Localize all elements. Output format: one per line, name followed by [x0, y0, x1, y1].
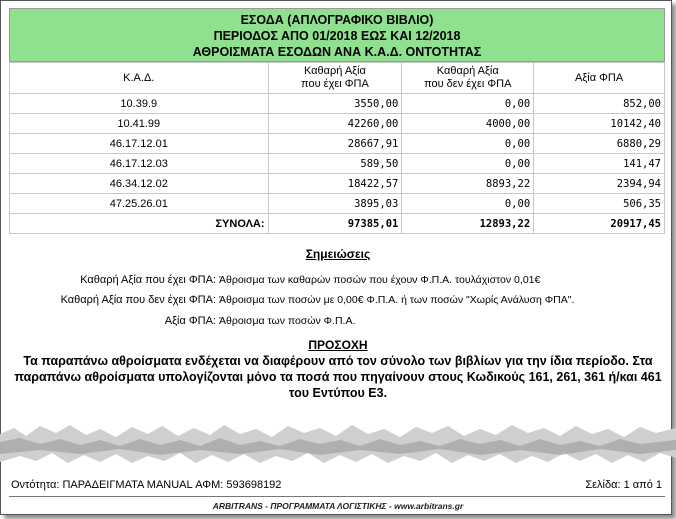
table-row — [10, 94, 665, 114]
net-vat-cell: 3895,03 — [268, 194, 402, 214]
net-novat-cell: 0,00 — [402, 94, 534, 114]
note-net-novat — [0, 294, 676, 308]
col-header-net-novat: Καθαρή Αξία που δεν έχει ΦΠΑ — [402, 63, 534, 94]
notes-title: Σημειώσεις — [305, 247, 371, 261]
table-row — [10, 134, 665, 154]
total-net-novat: 12893,22 — [402, 214, 534, 234]
col-header-net-vat: Καθαρή Αξία που έχει ΦΠΑ — [268, 63, 402, 94]
kad-cell: 46.17.12.03 — [10, 154, 269, 174]
net-vat-cell: 28667,91 — [268, 134, 402, 154]
warning-text: Τα παραπάνω αθροίσματα ενδέχεται να διαφέρουν από τον σύνολο των βιβλίων για την ίδια περίοδο. Στα παραπάνω αθροίσματα υπολογίζονται μόνο τα ποσά που πηγαίνουν στους Κωδικούς 161, 261, 361 ή/και 461 του Εντύπου Ε3. — [14, 354, 662, 400]
warning-title: ΠΡΟΣΟΧΗ — [308, 338, 368, 352]
vat-cell: 141,47 — [534, 154, 665, 174]
note-net-vat — [0, 274, 676, 288]
net-novat-cell: 0,00 — [402, 134, 534, 154]
footer-page-number: Σελίδα: 1 από 1 — [585, 479, 662, 491]
net-vat-cell: 3550,00 — [268, 94, 402, 114]
total-net-vat: 97385,01 — [268, 214, 402, 234]
net-vat-cell: 18422,57 — [268, 174, 402, 194]
net-vat-cell: 42260,00 — [268, 114, 402, 134]
footer-divider — [9, 496, 665, 497]
note-text: Άθροισμα των ποσών Φ.Π.Α. — [219, 315, 356, 327]
kad-totals-table — [9, 62, 665, 234]
footer-brand: ARBITRANS - ΠΡΟΓΡΑΜΜΑΤΑ ΛΟΓΙΣΤΙΚΗΣ - www.arbitrans.gr — [212, 501, 464, 511]
totals-label: ΣΥΝΟΛΑ: — [10, 214, 269, 234]
table-row — [10, 194, 665, 214]
table-row — [10, 174, 665, 194]
vat-cell: 852,00 — [534, 94, 665, 114]
torn-page-divider — [0, 420, 676, 468]
kad-cell: 46.34.12.02 — [10, 174, 269, 194]
total-vat: 20917,45 — [534, 214, 665, 234]
col-header-kad: Κ.Α.Δ. — [10, 63, 269, 94]
kad-cell: 10.41.99 — [10, 114, 269, 134]
kad-cell: 10.39.9 — [10, 94, 269, 114]
table-row — [10, 154, 665, 174]
vat-cell: 6880,29 — [534, 134, 665, 154]
report-title: ΕΣΟΔΑ (ΑΠΛΟΓΡΑΦΙΚΟ ΒΙΒΛΙΟ) — [240, 13, 434, 27]
vat-cell: 506,35 — [534, 194, 665, 214]
note-text: Άθροισμα των καθαρών ποσών που έχουν Φ.Π.Α. τουλάχιστον 0,01€ — [219, 274, 541, 286]
vat-cell: 10142,40 — [534, 114, 665, 134]
report-header — [9, 8, 665, 62]
note-label: Αξία ΦΠΑ: — [164, 315, 216, 327]
totals-row — [10, 214, 665, 234]
net-novat-cell: 4000,00 — [402, 114, 534, 134]
note-vat — [0, 315, 676, 329]
report-period: ΠΕΡΙΟΔΟΣ ΑΠΟ 01/2018 ΕΩΣ ΚΑΙ 12/2018 — [213, 29, 461, 43]
net-novat-cell: 8893,22 — [402, 174, 534, 194]
note-text: Άθροισμα των ποσών με 0,00€ Φ.Π.Α. ή των ποσών "Χωρίς Ανάλυση ΦΠΑ". — [219, 294, 575, 306]
table-row — [10, 114, 665, 134]
net-novat-cell: 0,00 — [402, 194, 534, 214]
col-header-vat: Αξία ΦΠΑ — [534, 63, 665, 94]
kad-cell: 47.25.26.01 — [10, 194, 269, 214]
note-label: Καθαρή Αξία που έχει ΦΠΑ: — [80, 274, 216, 286]
net-novat-cell: 0,00 — [402, 154, 534, 174]
net-vat-cell: 589,50 — [268, 154, 402, 174]
report-subtitle: ΑΘΡΟΙΣΜΑΤΑ ΕΣΟΔΩΝ ΑΝΑ Κ.Α.Δ. ΟΝΤΟΤΗΤΑΣ — [192, 45, 482, 59]
table-header-row — [10, 63, 665, 94]
kad-cell: 46.17.12.01 — [10, 134, 269, 154]
vat-cell: 2394,94 — [534, 174, 665, 194]
footer-entity: Οντότητα: ΠΑΡΑΔΕΙΓΜΑΤΑ MANUAL ΑΦΜ: 593698192 — [11, 479, 282, 491]
note-label: Καθαρή Αξία που δεν έχει ΦΠΑ: — [60, 294, 216, 306]
